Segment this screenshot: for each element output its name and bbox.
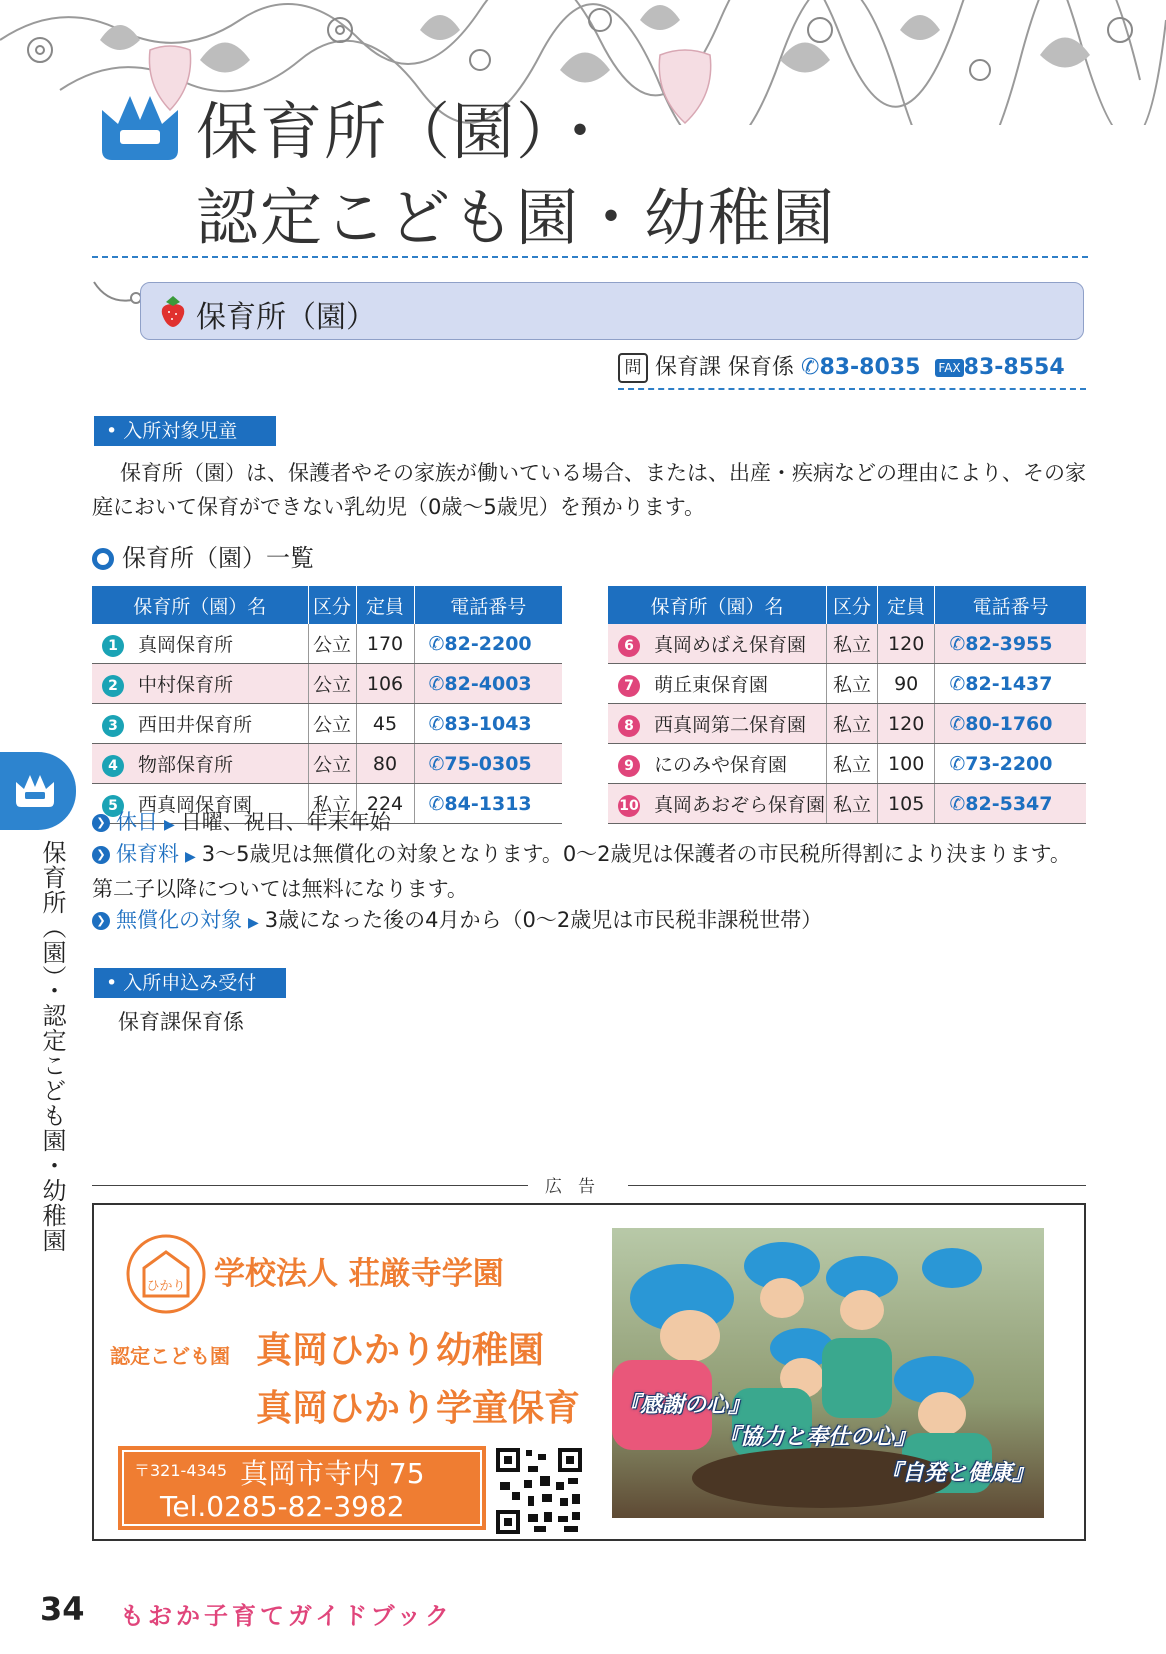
fees-note bbox=[92, 838, 1088, 905]
chevron-right-icon: ❯ bbox=[92, 814, 110, 832]
phone-icon: ✆ bbox=[428, 672, 445, 695]
facility-name-cell bbox=[92, 664, 308, 704]
ad-school-name: 真岡ひかり幼稚園 bbox=[256, 1330, 545, 1371]
ad-afterschool-name: 真岡ひかり学童保育 bbox=[256, 1388, 581, 1429]
page-title-line1: 保育所（園）・ bbox=[196, 95, 614, 168]
facility-name: 真岡あおぞら保育園 bbox=[654, 794, 826, 816]
facility-type: 公立 bbox=[308, 624, 356, 664]
facility-name-cell bbox=[608, 624, 827, 664]
facility-type: 私立 bbox=[827, 704, 878, 744]
holidays-text: 日曜、祝日、年末年始 bbox=[180, 810, 391, 834]
ad-tel[interactable]: Tel.0285-82-3982 bbox=[160, 1490, 405, 1523]
ad-divider-right bbox=[628, 1185, 1086, 1186]
holidays-note bbox=[92, 806, 1088, 841]
facility-type: 公立 bbox=[308, 744, 356, 784]
page-title-line2: 認定こども園・幼稚園 bbox=[196, 181, 837, 254]
facility-capacity: 80 bbox=[356, 744, 414, 784]
qr-code[interactable] bbox=[494, 1446, 584, 1536]
list-heading bbox=[92, 538, 314, 573]
ad-organization: 学校法人 荘厳寺学園 bbox=[214, 1256, 504, 1292]
facility-name: 西田井保育所 bbox=[138, 714, 253, 736]
facility-number-badge: 6 bbox=[618, 635, 640, 657]
contact-info bbox=[618, 350, 1086, 386]
contact-department: 保育課 保育係 bbox=[655, 355, 794, 380]
eligible-text: 保育所（園）は、保護者やその家族が働いている場合、または、出産・疾病などの理由により、その家庭において保育ができない乳幼児（0歳〜5歳児）を預かります。 bbox=[92, 461, 1086, 519]
facility-capacity: 105 bbox=[878, 784, 935, 824]
facility-capacity: 170 bbox=[356, 624, 414, 664]
facility-row bbox=[608, 624, 1086, 664]
phone-icon: ✆ bbox=[949, 712, 966, 735]
chevron-right-icon: ❯ bbox=[92, 846, 110, 864]
facility-phone-cell[interactable] bbox=[414, 624, 562, 664]
triangle-icon: ▶ bbox=[164, 817, 175, 833]
facility-name: 西真岡第二保育園 bbox=[654, 714, 807, 736]
facility-type: 私立 bbox=[827, 744, 878, 784]
col-header-type: 区分 bbox=[308, 586, 356, 624]
facility-capacity: 120 bbox=[878, 704, 935, 744]
facility-row bbox=[608, 744, 1086, 784]
ad-slogan-health: 『自発と健康』 bbox=[880, 1461, 1035, 1486]
chapter-tab[interactable] bbox=[0, 752, 76, 830]
apply-text: 保育課保育係 bbox=[118, 1010, 244, 1034]
phone-icon: ✆ bbox=[949, 752, 966, 775]
facility-type: 公立 bbox=[308, 664, 356, 704]
free-key: 無償化の対象 bbox=[116, 908, 242, 932]
ad-address: 真岡市寺内 75 bbox=[240, 1457, 425, 1490]
ad-slogan-cooperation: 『協力と奉仕の心』 bbox=[718, 1425, 917, 1450]
facility-number-badge: 4 bbox=[102, 755, 124, 777]
facility-capacity: 100 bbox=[878, 744, 935, 784]
facility-row bbox=[92, 704, 562, 744]
facility-number-badge: 7 bbox=[618, 675, 640, 697]
facility-type: 公立 bbox=[308, 704, 356, 744]
fees-text: 3〜5歳児は無償化の対象となります。0〜2歳児は保護者の市民税所得割により決まります。第二子以降については無料になります。 bbox=[92, 842, 1071, 901]
facility-name: 萌丘東保育園 bbox=[654, 674, 769, 696]
facility-row bbox=[608, 664, 1086, 704]
apply-tag-label: 入所申込み受付 bbox=[123, 972, 257, 994]
facility-row bbox=[92, 664, 562, 704]
phone-icon: ✆ bbox=[949, 632, 966, 655]
facility-table-right bbox=[608, 586, 1086, 824]
contact-tel[interactable]: 83-8035 bbox=[819, 355, 921, 380]
facility-number-badge: 1 bbox=[102, 635, 124, 657]
crown-icon bbox=[98, 90, 182, 162]
col-header-phone: 電話番号 bbox=[935, 586, 1086, 624]
facility-phone[interactable]: 82-5347 bbox=[965, 792, 1053, 815]
facility-phone-cell[interactable] bbox=[414, 744, 562, 784]
facility-type: 私立 bbox=[827, 664, 878, 704]
facility-capacity: 90 bbox=[878, 664, 935, 704]
phone-icon: ✆ bbox=[428, 712, 445, 735]
facility-type: 私立 bbox=[308, 784, 356, 824]
facility-number-badge: 2 bbox=[102, 675, 124, 697]
apply-tag: • 入所申込み受付 bbox=[94, 968, 286, 998]
facility-phone[interactable]: 82-3955 bbox=[965, 632, 1053, 655]
list-heading-label: 保育所（園）一覧 bbox=[122, 544, 314, 572]
ring-icon bbox=[92, 548, 114, 570]
phone-icon: ✆ bbox=[801, 355, 820, 380]
phone-icon: ✆ bbox=[949, 672, 966, 695]
phone-icon: ✆ bbox=[428, 792, 445, 815]
page-number: 34 bbox=[40, 1590, 85, 1628]
col-header-capacity: 定員 bbox=[356, 586, 414, 624]
fax-icon: FAX bbox=[935, 359, 963, 377]
col-header-name: 保育所（園）名 bbox=[92, 586, 308, 624]
facility-name-cell bbox=[608, 744, 827, 784]
facility-phone[interactable]: 84-1313 bbox=[444, 792, 532, 815]
facility-number-badge: 10 bbox=[618, 795, 640, 817]
phone-icon: ✆ bbox=[949, 792, 966, 815]
col-header-capacity: 定員 bbox=[878, 586, 935, 624]
eligible-tag: • 入所対象児童 bbox=[94, 416, 276, 446]
chevron-right-icon: ❯ bbox=[92, 912, 110, 930]
facility-table-left bbox=[92, 586, 562, 824]
facility-name: にのみや保育園 bbox=[654, 754, 788, 776]
facility-number-badge: 5 bbox=[102, 795, 124, 817]
facility-type: 私立 bbox=[827, 784, 878, 824]
facility-row bbox=[92, 624, 562, 664]
contact-fax: 83-8554 bbox=[963, 355, 1065, 380]
strawberry-icon bbox=[158, 294, 188, 328]
facility-capacity: 45 bbox=[356, 704, 414, 744]
facility-phone-cell[interactable] bbox=[935, 624, 1086, 664]
free-text: 3歳になった後の4月から（0〜2歳児は市民税非課税世帯） bbox=[264, 908, 823, 932]
col-header-phone: 電話番号 bbox=[414, 586, 562, 624]
phone-icon: ✆ bbox=[428, 752, 445, 775]
facility-name-cell bbox=[92, 624, 308, 664]
title-divider bbox=[92, 256, 1088, 258]
facility-name-cell bbox=[92, 744, 308, 784]
section-title: 保育所（園） bbox=[196, 300, 376, 335]
facility-phone-cell[interactable] bbox=[935, 704, 1086, 744]
facility-name-cell bbox=[608, 664, 827, 704]
facility-name: 西真岡保育園 bbox=[138, 794, 253, 816]
triangle-icon: ▶ bbox=[185, 849, 196, 865]
ad-postal-code: 〒321-4345 bbox=[134, 1461, 228, 1480]
facility-phone[interactable]: 83-1043 bbox=[444, 712, 532, 735]
crown-icon bbox=[14, 772, 56, 808]
facility-phone[interactable]: 82-4003 bbox=[444, 672, 532, 695]
col-header-name: 保育所（園）名 bbox=[608, 586, 827, 624]
facility-number-badge: 8 bbox=[618, 715, 640, 737]
fees-key: 保育料 bbox=[116, 842, 179, 866]
facility-name-cell bbox=[608, 704, 827, 744]
contact-divider bbox=[618, 388, 1086, 390]
triangle-icon: ▶ bbox=[248, 915, 259, 931]
facility-name: 物部保育所 bbox=[138, 754, 234, 776]
facility-capacity: 120 bbox=[878, 624, 935, 664]
facility-phone-cell[interactable] bbox=[414, 704, 562, 744]
ad-slogan-gratitude: 『感謝の心』 bbox=[618, 1393, 751, 1418]
facility-phone-cell[interactable] bbox=[935, 744, 1086, 784]
inquiry-mark: 問 bbox=[618, 353, 648, 383]
ad-kindergarten-type: 認定こども園 bbox=[110, 1344, 230, 1368]
facility-name-cell bbox=[92, 704, 308, 744]
col-header-type: 区分 bbox=[827, 586, 878, 624]
facility-row bbox=[608, 704, 1086, 744]
logo-text: ひかり bbox=[146, 1279, 186, 1294]
facility-phone[interactable]: 75-0305 bbox=[444, 752, 532, 775]
ad-divider-left bbox=[92, 1185, 528, 1186]
phone-icon: ✆ bbox=[428, 632, 445, 655]
facility-type: 私立 bbox=[827, 624, 878, 664]
facility-phone-cell[interactable] bbox=[935, 664, 1086, 704]
facility-capacity: 106 bbox=[356, 664, 414, 704]
eligible-tag-label: 入所対象児童 bbox=[123, 420, 238, 442]
free-target-note bbox=[92, 904, 1088, 939]
facility-name: 真岡めばえ保育園 bbox=[654, 634, 807, 656]
facility-number-badge: 9 bbox=[618, 755, 640, 777]
holidays-key: 休日 bbox=[116, 810, 158, 834]
facility-phone[interactable]: 82-1437 bbox=[965, 672, 1053, 695]
facility-phone-cell[interactable] bbox=[414, 664, 562, 704]
facility-capacity: 224 bbox=[356, 784, 414, 824]
ad-label: 広告 bbox=[545, 1177, 611, 1197]
facility-name: 中村保育所 bbox=[138, 674, 234, 696]
facility-phone[interactable]: 73-2200 bbox=[965, 752, 1053, 775]
facility-row bbox=[92, 744, 562, 784]
facility-number-badge: 3 bbox=[102, 715, 124, 737]
guidebook-title: もおか子育てガイドブック bbox=[120, 1602, 453, 1630]
facility-phone[interactable]: 82-2200 bbox=[444, 632, 532, 655]
chapter-label-vertical: 保育所（園）・認定こども園・幼稚園 bbox=[38, 840, 66, 1253]
school-logo bbox=[122, 1232, 210, 1316]
facility-name: 真岡保育所 bbox=[138, 634, 234, 656]
facility-phone[interactable]: 80-1760 bbox=[965, 712, 1053, 735]
